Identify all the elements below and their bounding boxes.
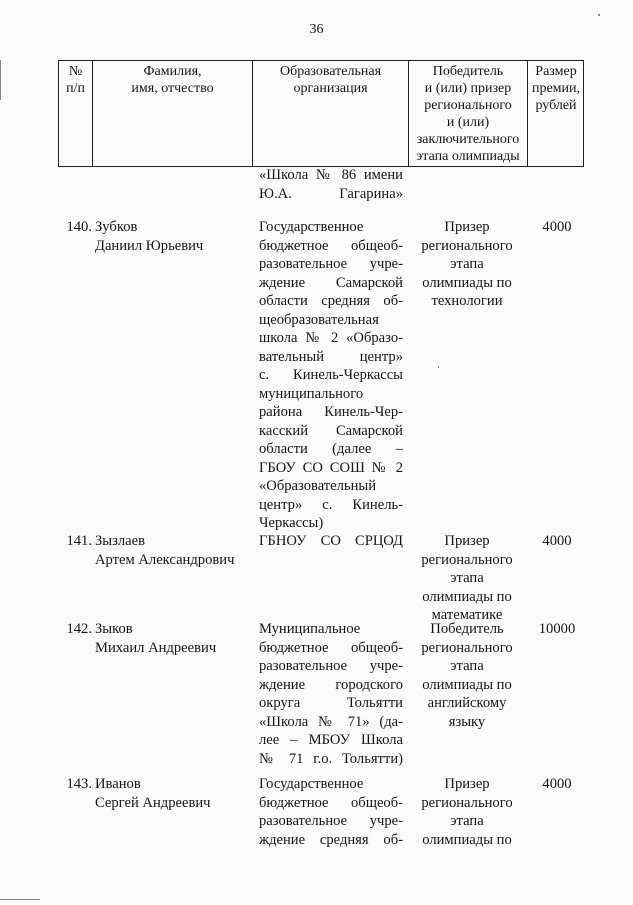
org-line: муниципального xyxy=(259,385,364,402)
row-status xyxy=(408,620,526,731)
row-amount: 4000 xyxy=(542,533,572,549)
org-line: ждение средняя об- xyxy=(259,831,403,848)
header-text: № xyxy=(68,64,83,79)
org-line: округа Тольятти xyxy=(259,695,403,711)
status-line: этапа xyxy=(450,813,484,829)
status-line: Победитель xyxy=(430,621,504,637)
given-names: Артем Александрович xyxy=(95,551,235,568)
org-line: № 71 г.о. Тольятти) xyxy=(259,750,403,767)
header-text: и (или) призер xyxy=(424,81,512,96)
header-col-amount xyxy=(528,61,584,166)
scan-speck xyxy=(438,366,439,368)
row-amount: 10000 xyxy=(538,621,576,637)
row-org xyxy=(259,775,403,849)
row-number: 142. xyxy=(66,621,92,637)
status-line: английскому xyxy=(427,695,507,711)
page-number: 36 xyxy=(309,22,324,37)
row-amount: 4000 xyxy=(542,776,572,792)
row-amount: 4000 xyxy=(542,219,572,235)
header-col-winner xyxy=(409,61,528,166)
status-line: математике xyxy=(431,607,503,623)
org-line: ждение городского xyxy=(259,676,403,693)
header-text: Фамилия, xyxy=(143,64,202,79)
org-line: района Кинель-Чер- xyxy=(259,404,403,420)
row-org xyxy=(259,532,403,551)
status-line: олимпиады по xyxy=(422,274,512,291)
status-line: этапа xyxy=(450,256,484,272)
status-line: языку xyxy=(448,713,486,730)
org-line: бюджетное общеоб- xyxy=(259,237,403,254)
org-line: школа № 2 «Образо- xyxy=(259,330,403,346)
org-line: «Школа № 71» (да- xyxy=(259,713,403,730)
org-line: Государственное xyxy=(259,219,364,235)
org-continuation xyxy=(259,166,403,203)
org-line: Ю.А. Гагарина» xyxy=(259,185,403,202)
org-line: с. Кинель-Черкассы xyxy=(259,367,403,383)
status-line: Призер xyxy=(444,219,490,235)
row-org xyxy=(259,218,403,533)
scan-speck xyxy=(598,14,600,16)
row-status xyxy=(408,775,526,849)
header-text: Победитель xyxy=(432,64,504,79)
header-text: п/п xyxy=(66,81,85,96)
org-line: щеобразовательная xyxy=(259,311,379,328)
org-line: области средняя об- xyxy=(259,293,403,309)
status-line: регионального xyxy=(421,551,513,568)
table-header xyxy=(58,60,584,167)
row-status xyxy=(408,532,526,625)
given-names: Михаил Андреевич xyxy=(95,639,217,656)
scan-edge-mark xyxy=(0,60,1,100)
status-line: Призер xyxy=(444,776,490,792)
org-line: центр» с. Кинель- xyxy=(259,496,403,513)
header-text: и (или) xyxy=(446,115,490,130)
status-line: регионального xyxy=(421,794,513,811)
header-text: Образовательная xyxy=(279,64,382,79)
org-line: разовательное учре- xyxy=(259,813,403,829)
row-number: 143. xyxy=(66,776,92,792)
org-line: разовательное учре- xyxy=(259,658,403,674)
row-name xyxy=(95,775,255,812)
row-name xyxy=(95,532,255,569)
status-line: олимпиады по xyxy=(422,588,512,605)
org-line: разовательное учре- xyxy=(259,256,403,272)
status-line: Призер xyxy=(444,533,490,549)
header-text: премии, xyxy=(531,81,581,96)
header-text: организация xyxy=(293,81,368,96)
org-line: лее – МБОУ Школа xyxy=(259,732,403,748)
header-text: этапа олимпиады xyxy=(416,149,520,164)
org-line: «Образовательный xyxy=(259,478,377,494)
header-text: Размер xyxy=(535,64,577,79)
header-text: заключительного xyxy=(416,132,520,147)
status-line: этапа xyxy=(450,658,484,674)
header-col-org xyxy=(253,61,409,166)
surname: Зубков xyxy=(95,219,138,235)
status-line: олимпиады по xyxy=(422,676,512,693)
row-name xyxy=(95,218,255,255)
status-line: регионального xyxy=(421,237,513,254)
surname: Зыков xyxy=(95,621,133,637)
org-line: «Школа № 86 имени xyxy=(259,167,403,183)
status-line: олимпиады по xyxy=(422,831,512,848)
org-line: Государственное xyxy=(259,776,364,792)
status-line: технологии xyxy=(431,293,503,309)
org-line: ГБНОУ СО СРЦОД xyxy=(259,533,403,549)
org-line: области (далее – xyxy=(259,441,403,457)
row-number: 141. xyxy=(66,533,92,549)
scan-edge-mark xyxy=(0,899,40,900)
status-line: регионального xyxy=(421,639,513,656)
surname: Иванов xyxy=(95,776,141,792)
given-names: Сергей Андреевич xyxy=(95,794,211,811)
org-line: Муниципальное xyxy=(259,621,361,637)
surname: Зызлаев xyxy=(95,533,146,549)
header-col-number xyxy=(59,61,93,166)
header-text: регионального xyxy=(424,98,512,113)
given-names: Даниил Юрьевич xyxy=(95,237,204,254)
row-org xyxy=(259,620,403,768)
header-col-name xyxy=(93,61,253,166)
org-line: бюджетное общеоб- xyxy=(259,794,403,811)
row-status xyxy=(408,218,526,311)
header-text: рублей xyxy=(535,98,577,113)
org-line: бюджетное общеоб- xyxy=(259,639,403,656)
row-number: 140. xyxy=(66,219,92,235)
org-line: Черкассы) xyxy=(259,515,324,531)
org-line: ГБОУ СО СОШ № 2 xyxy=(259,459,403,476)
status-line: этапа xyxy=(450,570,484,586)
row-name xyxy=(95,620,255,657)
org-line: вательный центр» xyxy=(259,348,403,365)
org-line: касский Самарской xyxy=(259,422,403,439)
org-line: ждение Самарской xyxy=(259,274,403,291)
header-text: имя, отчество xyxy=(131,81,214,96)
